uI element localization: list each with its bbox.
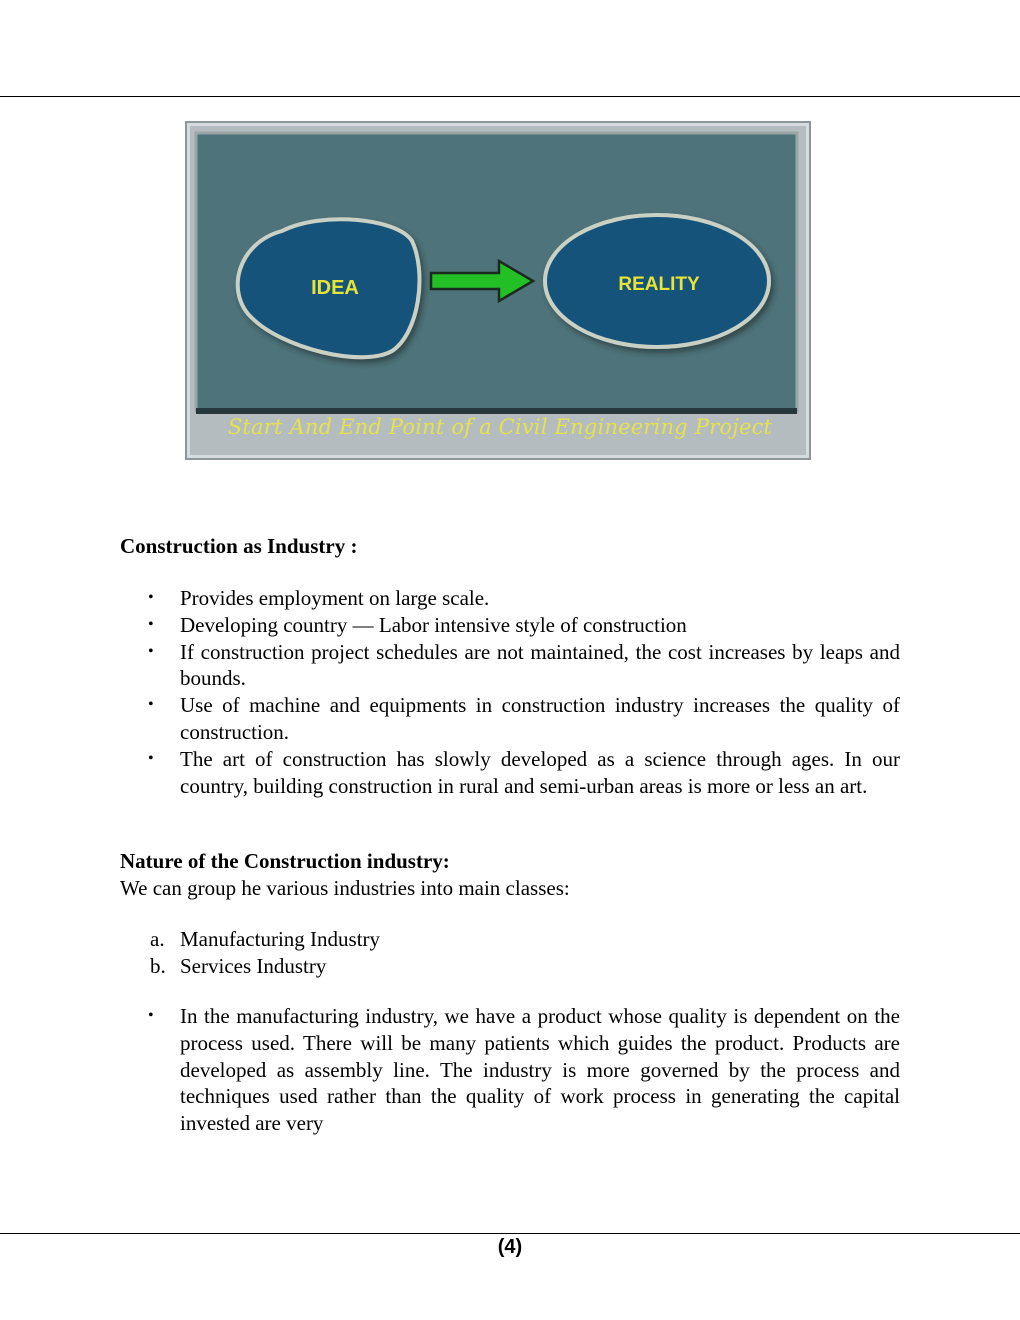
- panel-shadow: [196, 408, 797, 414]
- industry-classes-list: [150, 926, 900, 980]
- page-number: (4): [497, 1236, 523, 1258]
- list-marker: b.: [150, 953, 166, 978]
- list-item-text: Services Industry: [180, 953, 327, 978]
- footer-rule: [0, 1233, 1020, 1234]
- classes-intro: We can group he various industries into main classes:: [120, 876, 570, 900]
- list-item: • In the manufacturing industry, we have a product whose quality is dependent on the process used. There will be many patients which guides the product. Products are developed as assembly line. The industry is more governed by the process and techniques used rather than the quality of work process in generating the capital invested are very: [180, 1003, 900, 1137]
- industry-bullet-list: [180, 585, 900, 799]
- header-rule: [0, 96, 1020, 97]
- reality-label: REALITY: [618, 274, 700, 295]
- manufacturing-bullet-list: [180, 1003, 900, 1137]
- list-item: • The art of construction has slowly developed as a science through ages. In our country, building construction in rural and semi-urban areas is more or less an art.: [180, 746, 900, 800]
- list-item: • Developing country — Labor intensive style of construction: [180, 612, 900, 639]
- list-item: • Use of machine and equipments in construction industry increases the quality of construction.: [180, 692, 900, 746]
- idea-reality-diagram: [187, 123, 809, 458]
- figure-caption: Start And End Point of a Civil Engineering Project: [227, 415, 773, 439]
- list-item-text: Manufacturing Industry: [180, 927, 381, 951]
- heading-nature-of-industry: Nature of the Construction industry:: [120, 849, 450, 873]
- heading-construction-as-industry: Construction as Industry :: [120, 534, 358, 558]
- idea-label: IDEA: [311, 277, 359, 299]
- list-item: [150, 953, 900, 980]
- list-item: • If construction project schedules are not maintained, the cost increases by leaps and bounds.: [180, 639, 900, 693]
- list-item: • Provides employment on large scale.: [180, 585, 900, 612]
- idea-reality-figure: [185, 121, 811, 460]
- list-marker: a.: [150, 927, 165, 951]
- list-item: [150, 926, 900, 953]
